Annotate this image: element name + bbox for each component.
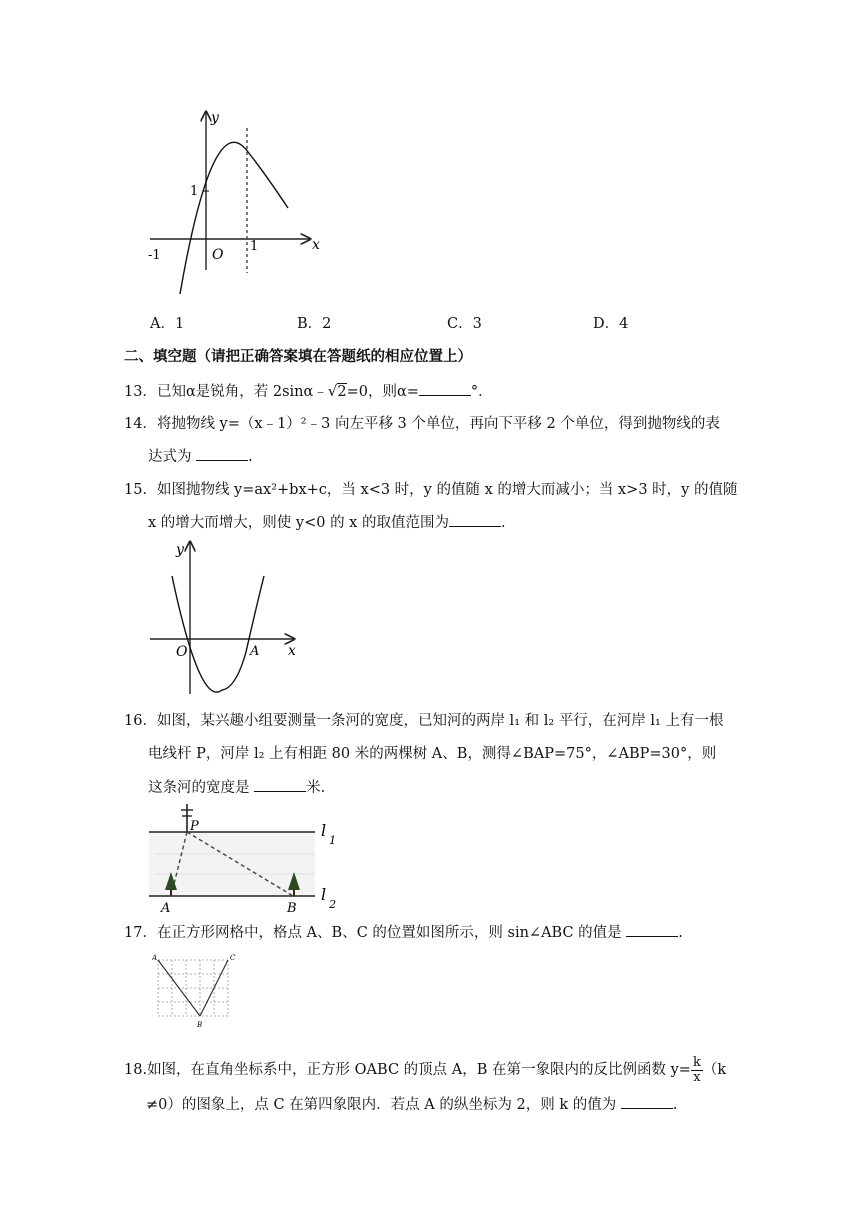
- line-l2-label: $l_2$: [321, 885, 337, 911]
- q18-number: 18.: [124, 1062, 148, 1078]
- point-b-label: B: [287, 901, 297, 914]
- q18-line2: ≠0）的图象上，点 C 在第四象限内．若点 A 的纵坐标为 2，则 k 的值为: [146, 1097, 617, 1113]
- question-16-line3: [148, 777, 325, 798]
- q13-text-c: °．: [470, 384, 493, 400]
- origin-label: O: [176, 644, 188, 660]
- question-15-line2: [148, 512, 506, 533]
- q15-line2-end: .: [500, 515, 506, 531]
- q18-line1-b: （k: [702, 1062, 727, 1078]
- y-axis-label: y: [211, 110, 219, 126]
- q17-text: 在正方形网格中，格点 A、B、C 的位置如图所示，则 sin∠ABC 的值是: [156, 925, 622, 941]
- x-axis-label: x: [312, 237, 320, 253]
- q17-blank: [626, 922, 678, 937]
- y-tick-label-1: 1: [190, 184, 199, 199]
- point-a-label: A: [152, 954, 158, 962]
- sqrt-symbol: √: [327, 382, 338, 400]
- q16-number: 16．: [124, 713, 157, 729]
- point-a-label: A: [161, 901, 171, 914]
- q17-number: 17．: [124, 925, 157, 941]
- q15-line2: x 的增大而增大，则使 y<0 的 x 的取值范围为: [148, 515, 449, 531]
- q15-line1: 如图抛物线 y=ax²+bx+c，当 x<3 时，y 的值随 x 的增大而减小；当 x>3 时，y 的值随: [156, 482, 738, 498]
- segment-ab: [158, 960, 200, 1016]
- q17-grid-figure: [152, 954, 240, 1030]
- fraction-k-over-x: [691, 1056, 703, 1085]
- point-c-label: C: [230, 954, 236, 962]
- q17-end: .: [678, 925, 683, 941]
- x-tick-1: 1: [250, 239, 259, 254]
- x-tick-neg1: -1: [148, 248, 161, 263]
- q13-number: 13．: [124, 384, 157, 400]
- question-18-line1: [124, 1052, 726, 1088]
- q12-graph: [140, 108, 340, 300]
- q16-line3: 这条河的宽度是: [148, 780, 250, 796]
- q13-blank: [419, 381, 471, 396]
- question-17: [124, 922, 683, 943]
- option-d: D．4: [593, 316, 629, 332]
- q13-sqrt-arg: 2: [337, 384, 347, 400]
- parabola-curve: [180, 142, 288, 294]
- line-l1-label: $l_1$: [321, 821, 337, 847]
- q14-number: 14．: [124, 416, 157, 432]
- x-axis-label: x: [288, 643, 296, 659]
- question-13: [124, 381, 493, 402]
- fraction-numerator: k: [692, 1054, 701, 1070]
- question-16-line2: [148, 744, 716, 764]
- q13-text-a: 已知α是锐角，若 2sinα﹣: [156, 384, 328, 400]
- q15-graph: [142, 538, 302, 698]
- q16-blank: [254, 777, 306, 792]
- q16-river-figure: [145, 802, 345, 914]
- question-18-line2: [146, 1094, 677, 1115]
- parabola-curve: [172, 576, 264, 692]
- q14-line2: 达式为: [148, 449, 192, 465]
- option-c: C．3: [447, 316, 482, 332]
- q16-line2: 电线杆 P，河岸 l₂ 上有相距 80 米的两棵树 A、B，测得∠BAP=75°，∠ABP=30°，则: [148, 746, 717, 762]
- origin-label: O: [212, 247, 224, 263]
- q14-line1: 将抛物线 y=（x﹣1）²﹣3 向左平移 3 个单位，再向下平移 2 个单位，得到抛物线的表: [156, 416, 720, 432]
- q14-line2-end: .: [248, 449, 253, 465]
- q16-line3-end: 米.: [306, 780, 326, 796]
- y-axis-label: y: [176, 542, 184, 558]
- q13-text-b: =0，则α=: [346, 384, 419, 400]
- q18-line2-end: .: [672, 1097, 678, 1113]
- option-b: B．2: [297, 316, 332, 332]
- fraction-denominator: x: [693, 1069, 701, 1085]
- question-16-line1: [124, 711, 723, 731]
- q18-blank: [621, 1094, 673, 1109]
- q14-blank: [196, 446, 248, 461]
- question-14-line1: [124, 414, 720, 434]
- question-15-line1: [124, 480, 737, 500]
- option-a: A．1: [150, 316, 185, 332]
- question-14-line2: [148, 446, 253, 467]
- section-heading: 二、填空题（请把正确答案填在答题纸的相应位置上）: [124, 348, 472, 365]
- q15-blank: [449, 512, 501, 527]
- point-a-label: A: [250, 644, 260, 659]
- point-b-label: B: [197, 1021, 203, 1029]
- q18-line1-a: 如图，在直角坐标系中，正方形 OABC 的顶点 A，B 在第一象限内的反比例函数 y=: [147, 1062, 691, 1078]
- q16-line1: 如图，某兴趣小组要测量一条河的宽度，已知河的两岸 l₁ 和 l₂ 平行，在河岸 l₁ 上有一根: [156, 713, 724, 729]
- q15-number: 15．: [124, 482, 157, 498]
- point-p-label: P: [190, 819, 199, 834]
